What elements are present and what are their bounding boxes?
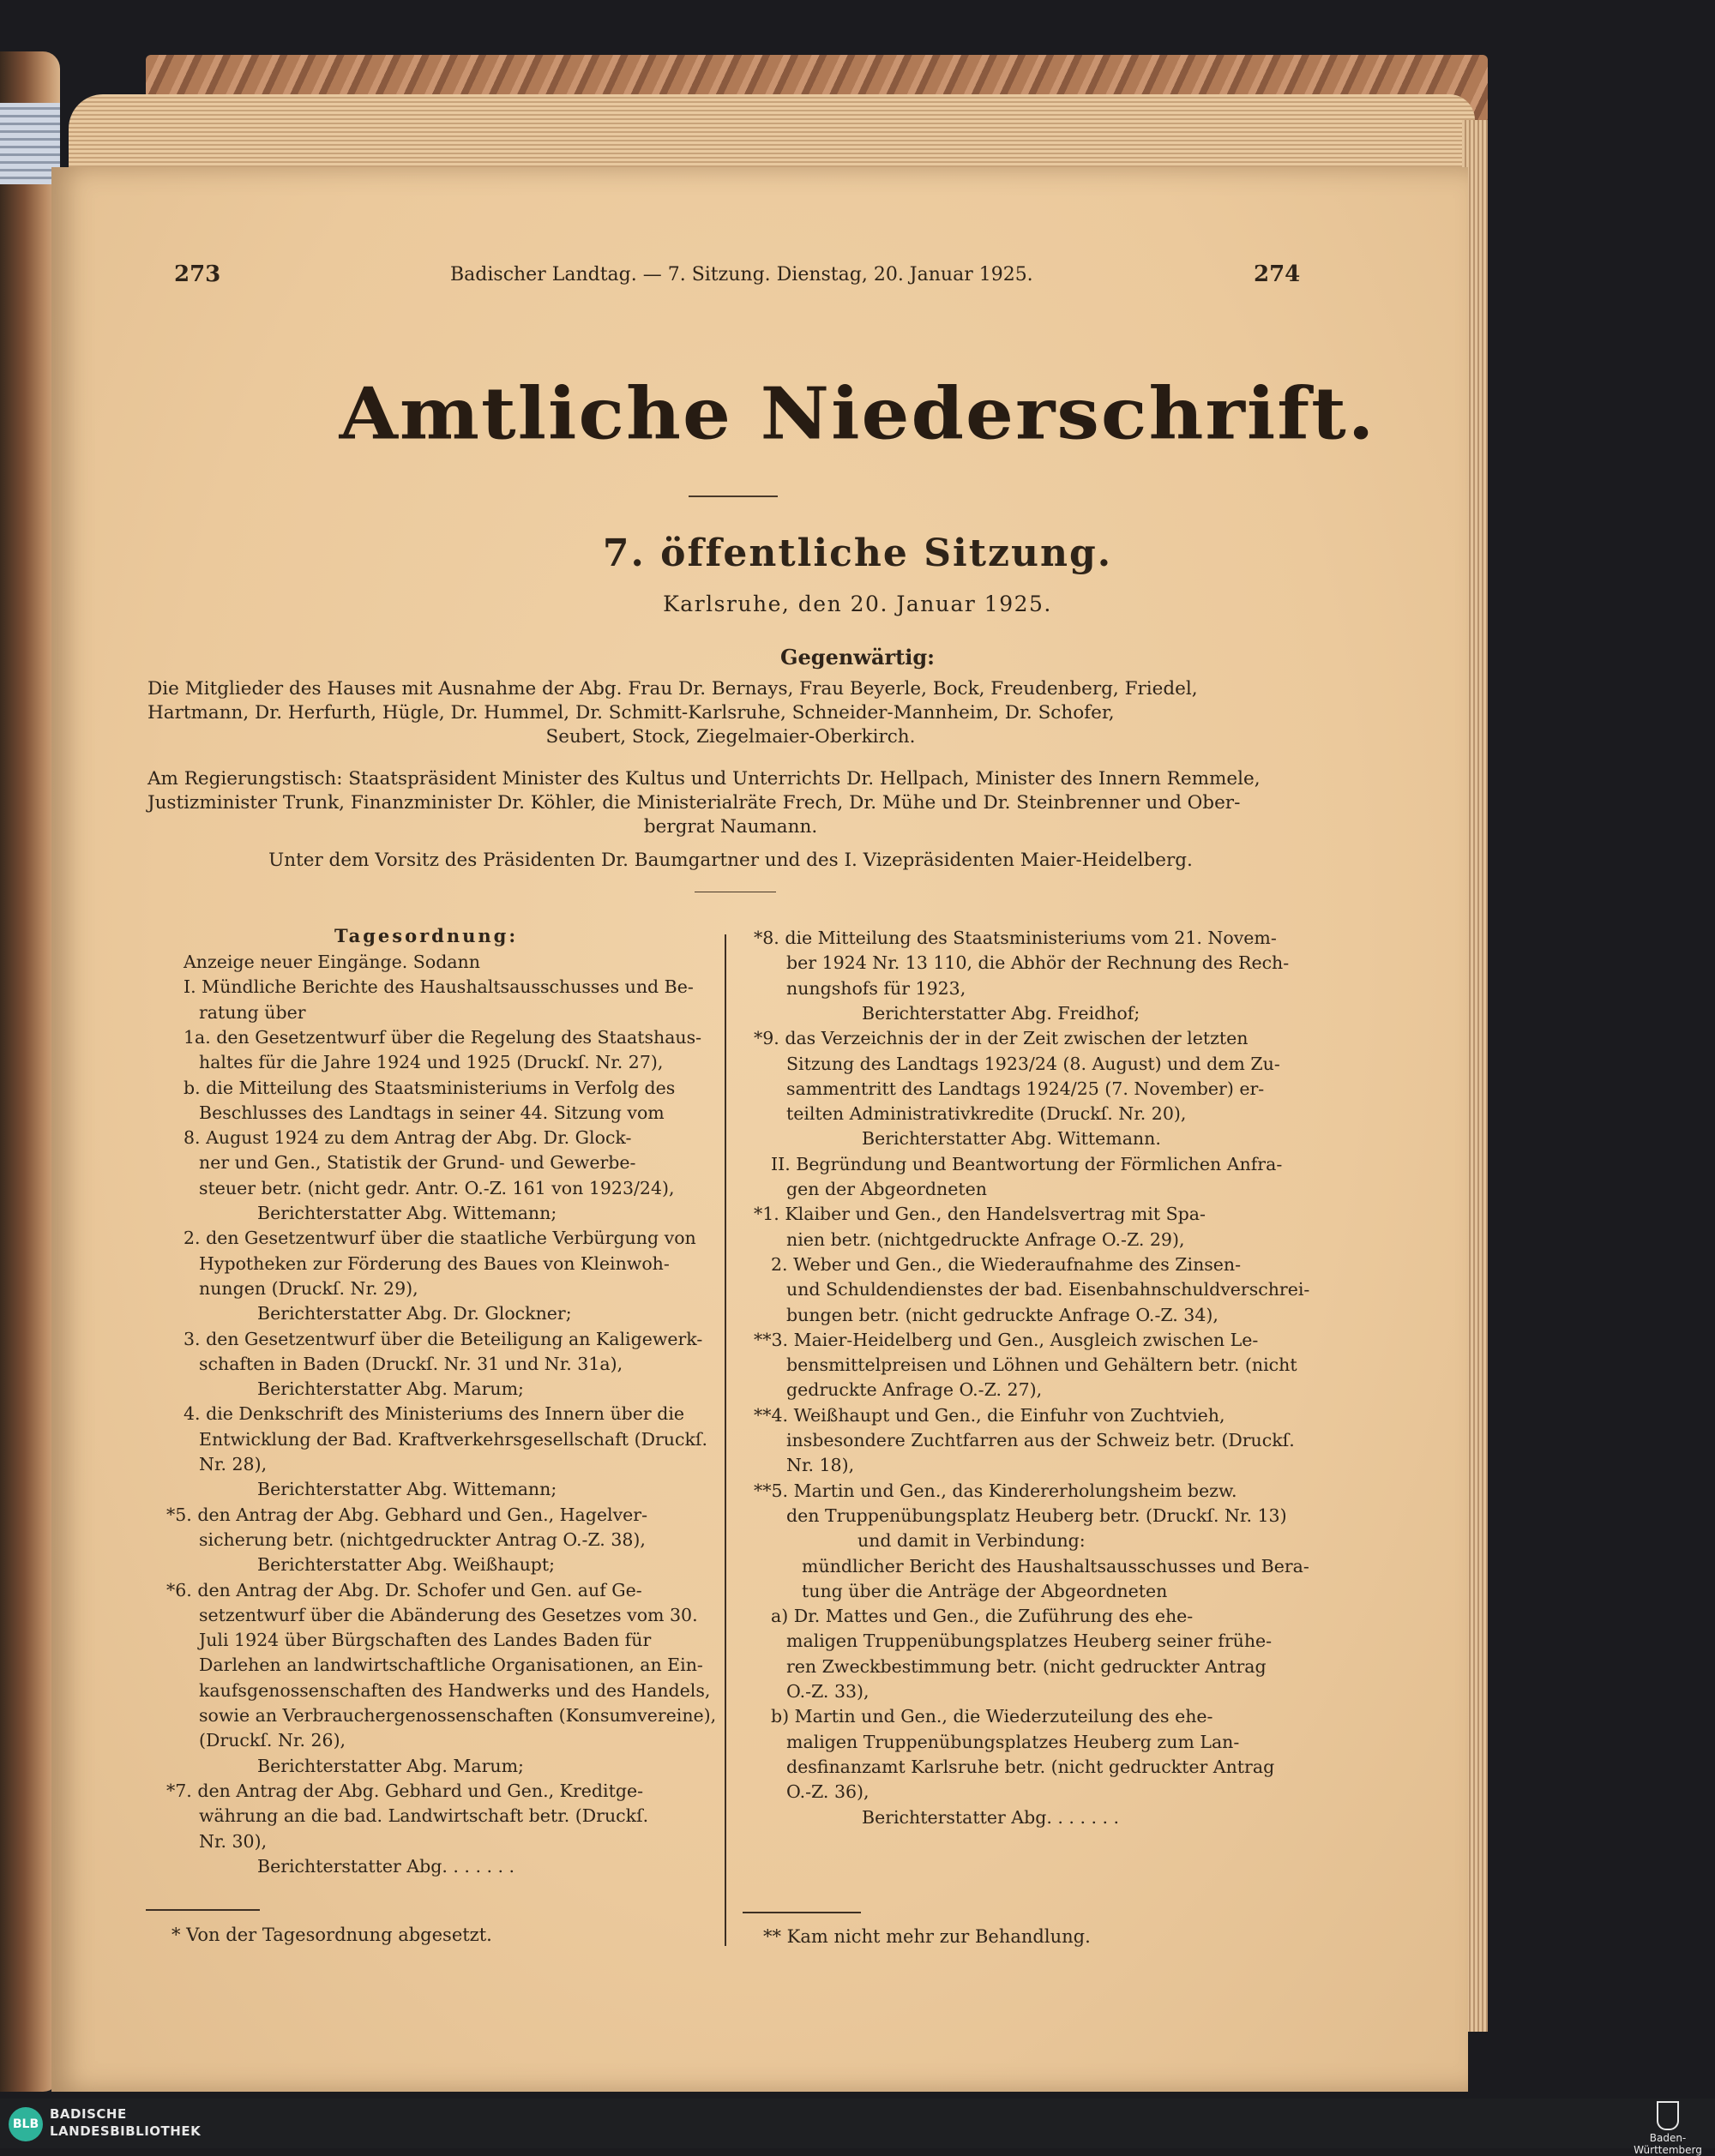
agenda-line: Nr. 30),	[199, 1830, 268, 1852]
agenda-line: gen der Abgeordneten	[786, 1179, 987, 1199]
agenda-line: *7. den Antrag der Abg. Gebhard und Gen., Kreditge-	[166, 1780, 644, 1801]
agenda-line: *5. den Antrag der Abg. Gebhard und Gen., Hagelver-	[166, 1504, 648, 1525]
present-members	[147, 677, 1314, 749]
agenda-line: ner und Gen., Statistik der Grund- und Gewerbe-	[199, 1152, 636, 1174]
agenda-line: a) Dr. Mattes und Gen., die Zuführung des ehe-	[771, 1606, 1194, 1627]
state-logo[interactable]: Baden-Württemberg	[1629, 2101, 1706, 2156]
chair-line: Unter dem Vorsitz des Präsidenten Dr. Baumgartner und des I. Vizepräsidenten Maier-Heidelberg.	[268, 850, 1193, 871]
agenda-line: Hypotheken zur Förderung des Baues von Kleinwoh-	[199, 1252, 670, 1274]
footer-bar	[0, 2099, 1715, 2156]
agenda-line: und Schuldendienstes der bad. Eisenbahnschuldverschrei-	[786, 1279, 1310, 1300]
agenda-line: nien betr. (nichtgedruckte Anfrage O.-Z. 29),	[786, 1228, 1185, 1250]
government-line: Am Regierungstisch: Staatspräsident Minister des Kultus und Unterrichts Dr. Hellpach, Minister des Innern Remmele,	[147, 768, 1261, 790]
agenda-line: Berichterstatter Abg. . . . . . .	[257, 1855, 515, 1877]
agenda-line: und damit in Verbindung:	[858, 1530, 1086, 1552]
members-line: Seubert, Stock, Ziegelmaier-Oberkirch.	[545, 726, 916, 748]
agenda-line: b) Martin und Gen., die Wiederzuteilung des ehe-	[771, 1706, 1213, 1727]
agenda-line: O.-Z. 33),	[786, 1681, 870, 1702]
agenda-line: desfinanzamt Karlsruhe betr. (nicht gedruckter Antrag	[786, 1756, 1275, 1777]
agenda-line: ratung über	[199, 1001, 306, 1023]
agenda-line: II. Begründung und Beantwortung der Förmlichen Anfra-	[771, 1153, 1283, 1174]
document-title: Amtliche Niederschrift.	[339, 370, 1376, 456]
footnote-right: ** Kam nicht mehr zur Behandlung.	[763, 1926, 1091, 1947]
library-name[interactable]: BADISCHE LANDESBIBLIOTHEK	[50, 2106, 202, 2139]
agenda-line: Berichterstatter Abg. Dr. Glockner;	[257, 1303, 572, 1324]
agenda-line: bungen betr. (nicht gedruckte Anfrage O.-Z. 34),	[786, 1304, 1219, 1325]
agenda-line: O.-Z. 36),	[786, 1781, 870, 1803]
agenda-line: Berichterstatter Abg. Freidhof;	[862, 1002, 1140, 1024]
agenda-line: steuer betr. (nicht gedr. Antr. O.-Z. 161 von 1923/24),	[199, 1177, 675, 1198]
agenda-line: kaufsgenossenschaften des Handwerks und des Handels,	[199, 1679, 711, 1701]
agenda-line: I. Mündliche Berichte des Haushaltsausschusses und Be-	[184, 976, 694, 998]
agenda-line: setzentwurf über die Abänderung des Gesetzes vom 30.	[199, 1604, 698, 1625]
agenda-line: 4. die Denkschrift des Ministeriums des Innern über die	[184, 1403, 685, 1425]
agenda-line: Berichterstatter Abg. Marum;	[257, 1378, 524, 1400]
agenda-line: währung an die bad. Landwirtschaft betr. (Druckſ.	[199, 1805, 649, 1827]
agenda-line: sammentritt des Landtags 1924/25 (7. November) er-	[786, 1078, 1265, 1099]
agenda-line: **4. Weißhaupt und Gen., die Einfuhr von Zuchtvieh,	[754, 1404, 1225, 1426]
agenda-line: tung über die Anträge der Abgeordneten	[802, 1580, 1168, 1601]
agenda-line: Berichterstatter Abg. Wittemann.	[862, 1128, 1161, 1150]
footnote-rule-right	[743, 1912, 861, 1913]
agenda-line: maligen Truppenübungsplatzes Heuberg zum Lan-	[786, 1731, 1240, 1752]
agenda-line: **5. Martin und Gen., das Kindererholungsheim bezw.	[754, 1480, 1237, 1501]
government-line: Justizminister Trunk, Finanzminister Dr. Köhler, die Ministerialräte Frech, Dr. Mühe und Dr. Steinbrenner und Ober-	[147, 792, 1241, 814]
agenda-line: Berichterstatter Abg. Marum;	[257, 1755, 524, 1776]
present-heading: Gegenwärtig:	[780, 645, 935, 670]
agenda-line: Sitzung des Landtags 1923/24 (8. August) und dem Zu-	[786, 1053, 1280, 1074]
agenda-line: *1. Klaiber und Gen., den Handelsvertrag mit Spa-	[754, 1204, 1206, 1225]
agenda-line: mündlicher Bericht des Haushaltsausschusses und Bera-	[802, 1555, 1309, 1576]
agenda-line: ber 1924 Nr. 13 110, die Abhör der Rechnung des Rech-	[786, 952, 1290, 974]
agenda-line: *8. die Mitteilung des Staatsministeriums vom 21. Novem-	[754, 928, 1277, 948]
agenda-line: Beschlusses des Landtags in seiner 44. Sitzung vom	[199, 1102, 665, 1123]
running-title: Badischer Landtag. — 7. Sitzung. Dienstag, 20. Januar 1925.	[450, 264, 1033, 285]
members-line: Die Mitglieder des Hauses mit Ausnahme der Abg. Frau Dr. Bernays, Frau Beyerle, Bock, Freudenberg, Friedel,	[147, 678, 1198, 700]
agenda-line: 2. den Gesetzentwurf über die staatliche Verbürgung von	[184, 1228, 696, 1249]
agenda-line: Berichterstatter Abg. Wittemann;	[257, 1203, 557, 1223]
agenda-line: den Truppenübungsplatz Heuberg betr. (Druckſ. Nr. 13)	[786, 1504, 1287, 1526]
agenda-line: 1a. den Gesetzentwurf über die Regelung des Staatshaus-	[184, 1026, 702, 1048]
government-line: bergrat Naumann.	[643, 816, 818, 838]
agenda-line: Nr. 18),	[786, 1455, 855, 1476]
agenda-line: schaften in Baden (Druckſ. Nr. 31 und Nr. 31a),	[199, 1353, 623, 1374]
agenda-line: Berichterstatter Abg. Wittemann;	[257, 1479, 557, 1500]
title-divider	[689, 495, 778, 497]
agenda-left-column	[166, 950, 717, 1901]
agenda-line: 8. August 1924 zu dem Antrag der Abg. Dr. Glock-	[184, 1127, 632, 1149]
agenda-line: nungshofs für 1923,	[786, 977, 966, 999]
members-line: Hartmann, Dr. Herfurth, Hügle, Dr. Hummel, Dr. Schmitt-Karlsruhe, Schneider-Mannheim, Dr. Schofer,	[147, 702, 1115, 724]
agenda-line: Juli 1924 über Bürgschaften des Landes Baden für	[199, 1630, 652, 1651]
agenda-line: haltes für die Jahre 1924 und 1925 (Druckſ. Nr. 27),	[199, 1052, 664, 1073]
left-page-number: 273	[174, 261, 221, 287]
agenda-line: nungen (Druckſ. Nr. 29),	[199, 1277, 418, 1299]
agenda-line: Darlehen an landwirtschaftliche Organisationen, an Ein-	[199, 1655, 703, 1676]
agenda-line: Berichterstatter Abg. . . . . . .	[862, 1806, 1120, 1828]
agenda-line: sowie an Verbrauchergenossenschaften (Konsumvereine),	[199, 1705, 717, 1726]
agenda-line: Anzeige neuer Eingänge. Sodann	[184, 952, 480, 972]
agenda-line: *9. das Verzeichnis der in der Zeit zwischen der letzten	[754, 1028, 1249, 1049]
agenda-line: Berichterstatter Abg. Weißhaupt;	[257, 1554, 556, 1576]
agenda-heading: Tagesordnung:	[334, 925, 519, 946]
agenda-line: gedruckte Anfrage O.-Z. 27),	[786, 1379, 1043, 1401]
coat-of-arms-icon	[1657, 2101, 1679, 2130]
agenda-line: **3. Maier-Heidelberg und Gen., Ausgleich zwischen Le-	[754, 1329, 1259, 1350]
place-date: Karlsruhe, den 20. Januar 1925.	[663, 592, 1052, 616]
agenda-line: Nr. 28),	[199, 1454, 268, 1474]
agenda-line: 3. den Gesetzentwurf über die Beteiligung an Kaligewerk-	[184, 1328, 703, 1349]
agenda-right-column	[754, 926, 1316, 1903]
agenda-line: ren Zweckbestimmung betr. (nicht gedruckter Antrag	[786, 1655, 1267, 1677]
blb-logo[interactable]: BLB	[9, 2107, 43, 2141]
government-bench	[147, 767, 1314, 839]
right-page-number: 274	[1254, 261, 1301, 287]
agenda-line: sicherung betr. (nichtgedruckter Antrag O.-Z. 38),	[199, 1528, 646, 1550]
session-heading: 7. öffentliche Sitzung.	[602, 531, 1113, 575]
agenda-line: insbesondere Zuchtfarren aus der Schweiz betr. (Druckſ.	[786, 1430, 1295, 1450]
agenda-line: maligen Truppenübungsplatzes Heuberg seiner frühe-	[786, 1631, 1273, 1652]
agenda-line: (Druckſ. Nr. 26),	[199, 1730, 346, 1751]
agenda-line: bensmittelpreisen und Löhnen und Gehältern betr. (nicht	[786, 1354, 1297, 1376]
agenda-line: teilten Administrativkredite (Druckſ. Nr. 20),	[786, 1103, 1187, 1125]
agenda-line: Entwicklung der Bad. Kraftverkehrsgesellschaft (Druckſ.	[199, 1428, 708, 1450]
agenda-line: *6. den Antrag der Abg. Dr. Schofer und Gen. auf Ge-	[166, 1579, 642, 1600]
column-divider	[725, 934, 726, 1946]
footnote-rule-left	[146, 1909, 260, 1911]
agenda-line: b. die Mitteilung des Staatsministeriums in Verfolg des	[184, 1077, 676, 1098]
footnote-left: * Von der Tagesordnung abgesetzt.	[172, 1925, 492, 1945]
agenda-line: 2. Weber und Gen., die Wiederaufnahme des Zinsen-	[771, 1253, 1242, 1275]
